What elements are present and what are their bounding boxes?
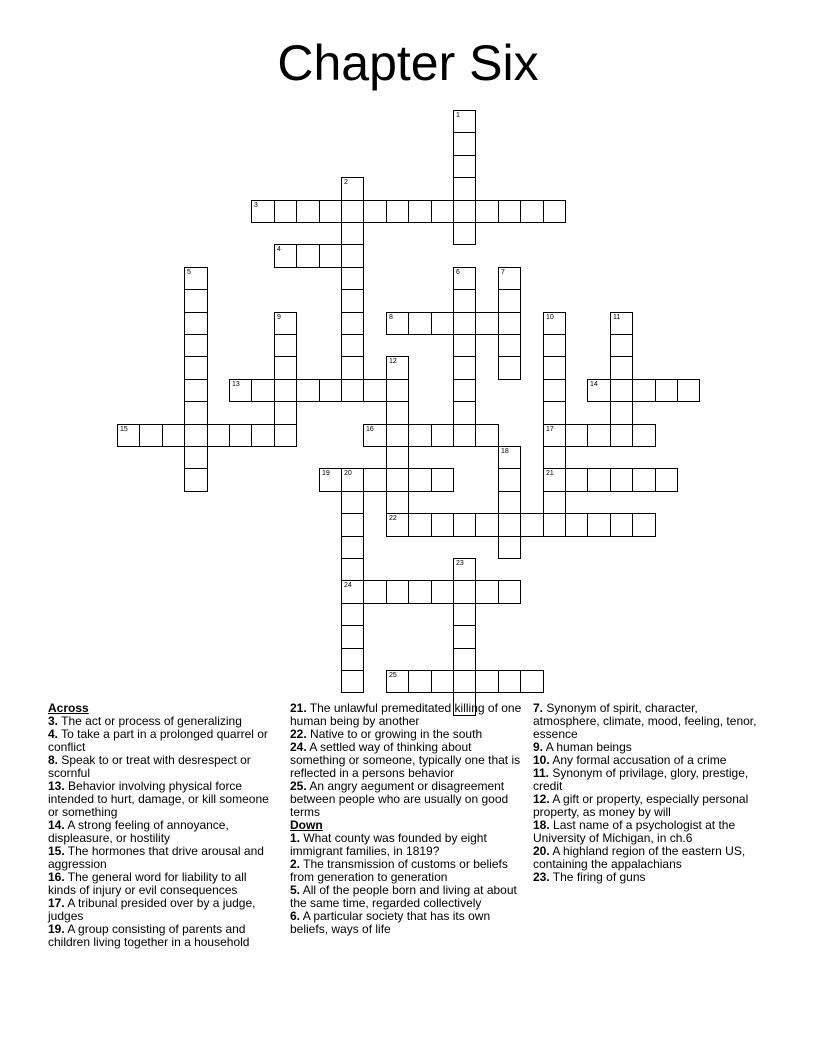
grid-cell[interactable]	[431, 670, 454, 693]
grid-cell[interactable]	[274, 356, 297, 380]
clue-number: 9	[277, 314, 281, 321]
grid-cell[interactable]	[655, 379, 678, 402]
grid-cell[interactable]	[274, 379, 297, 402]
clue-text: A highland region of the eastern US, containing the appalachians	[533, 844, 746, 871]
grid-cell[interactable]	[610, 401, 633, 425]
grid-cell[interactable]	[632, 513, 656, 537]
across-clue	[48, 845, 273, 871]
clue-text: To take a part in a prolonged quarrel or conflict	[48, 727, 268, 754]
grid-cell[interactable]	[498, 513, 521, 537]
clue-number: 14	[590, 381, 598, 388]
clue-number-label: 21.	[290, 701, 307, 715]
grid-cell[interactable]	[453, 312, 476, 335]
grid-cell[interactable]	[610, 356, 633, 380]
clue-text: Behavior involving physical force intended to hurt, damage, or kill someone or something	[48, 779, 269, 819]
grid-cell[interactable]	[431, 200, 454, 223]
grid-cell[interactable]	[341, 558, 364, 581]
grid-cell[interactable]	[386, 379, 409, 402]
grid-cell[interactable]	[498, 536, 521, 559]
clue-number: 23	[456, 560, 464, 567]
clue-number-label: 6.	[290, 909, 301, 923]
grid-cell[interactable]	[251, 200, 275, 223]
grid-cell[interactable]	[543, 334, 566, 357]
grid-cell[interactable]	[431, 580, 454, 604]
clues-column-3	[533, 702, 761, 884]
clue-number: 20	[344, 470, 352, 477]
grid-cell[interactable]	[453, 200, 476, 223]
grid-cell[interactable]	[543, 446, 566, 469]
clue-number-label: 11.	[533, 766, 550, 780]
grid-cell[interactable]	[632, 424, 656, 447]
grid-cell[interactable]	[341, 491, 364, 514]
grid-cell[interactable]	[341, 536, 364, 559]
grid-cell[interactable]	[296, 379, 320, 402]
clue-number-label: 8.	[48, 753, 59, 767]
grid-cell[interactable]	[184, 356, 208, 380]
grid-cell[interactable]	[498, 356, 521, 380]
grid-cell[interactable]	[565, 424, 588, 447]
across-clue	[290, 780, 522, 819]
grid-cell[interactable]	[184, 424, 208, 447]
grid-cell[interactable]	[386, 513, 409, 537]
grid-cell[interactable]	[498, 312, 521, 335]
grid-cell[interactable]	[453, 603, 476, 626]
clue-number-label: 10.	[533, 753, 550, 767]
grid-cell[interactable]	[386, 312, 409, 335]
down-clue-list-continued	[533, 702, 761, 884]
clue-number-label: 2.	[290, 857, 301, 871]
grid-cell[interactable]	[543, 513, 566, 537]
clue-number: 10	[546, 314, 554, 321]
down-clue	[533, 767, 761, 793]
grid-cell[interactable]	[296, 200, 320, 223]
clue-text: A particular society that has its own beliefs, ways of life	[290, 909, 491, 936]
clue-number: 2	[344, 179, 348, 186]
clue-number: 18	[501, 448, 509, 455]
grid-cell[interactable]	[386, 670, 409, 693]
grid-cell[interactable]	[274, 200, 297, 223]
grid-cell[interactable]	[453, 625, 476, 649]
grid-cell[interactable]	[408, 580, 432, 604]
clue-text: What county was founded by eight immigrant families, in 1819?	[290, 831, 487, 858]
grid-cell[interactable]	[498, 289, 521, 313]
clue-text: Synonym of spirit, character, atmosphere, climate, mood, feeling, tenor, essence	[533, 701, 757, 741]
grid-cell[interactable]	[184, 401, 208, 425]
grid-cell[interactable]	[610, 468, 633, 492]
grid-cell[interactable]	[341, 379, 364, 402]
across-clue	[290, 702, 522, 728]
grid-cell[interactable]	[453, 401, 476, 425]
grid-cell[interactable]	[319, 379, 342, 402]
clue-number-label: 5.	[290, 883, 301, 897]
grid-cell[interactable]	[632, 468, 656, 492]
grid-cell[interactable]	[543, 200, 566, 223]
across-clue	[48, 871, 273, 897]
grid-cell[interactable]	[408, 468, 432, 492]
grid-cell[interactable]	[453, 648, 476, 671]
grid-cell[interactable]	[475, 513, 499, 537]
grid-cell[interactable]	[274, 334, 297, 357]
grid-cell[interactable]	[363, 379, 387, 402]
clue-text: The general word for liability to all kinds of injury or evil consequences	[48, 870, 247, 897]
clue-text: Any formal accusation of a crime	[549, 753, 727, 767]
grid-cell[interactable]	[251, 424, 275, 447]
grid-cell[interactable]	[587, 513, 611, 537]
grid-cell[interactable]	[341, 177, 364, 201]
clue-number: 1	[456, 112, 460, 119]
grid-cell[interactable]	[453, 558, 476, 581]
down-clue	[533, 871, 761, 884]
grid-cell[interactable]	[543, 356, 566, 380]
across-clue-list	[48, 715, 273, 949]
grid-cell[interactable]	[386, 468, 409, 492]
clue-number-label: 12.	[533, 792, 550, 806]
clue-number-label: 16.	[48, 870, 65, 884]
grid-cell[interactable]	[453, 289, 476, 313]
across-clue	[48, 897, 273, 923]
grid-cell[interactable]	[610, 513, 633, 537]
clue-number: 24	[344, 582, 352, 589]
grid-cell[interactable]	[543, 312, 566, 335]
down-clue	[533, 845, 761, 871]
clues-column-1	[48, 702, 273, 949]
grid-cell[interactable]	[453, 424, 476, 447]
grid-cell[interactable]	[229, 424, 252, 447]
grid-cell[interactable]	[274, 424, 297, 447]
grid-cell[interactable]	[498, 580, 521, 604]
clue-number: 17	[546, 426, 554, 433]
grid-cell[interactable]	[229, 379, 252, 402]
across-clue	[48, 728, 273, 754]
grid-cell[interactable]	[498, 670, 521, 693]
grid-cell[interactable]	[184, 334, 208, 357]
grid-cell[interactable]	[139, 424, 163, 447]
clue-text: A tribunal presided over by a judge, judges	[48, 896, 256, 923]
clue-number: 8	[389, 314, 393, 321]
grid-cell[interactable]	[453, 580, 476, 604]
grid-cell[interactable]	[363, 468, 387, 492]
grid-cell[interactable]	[520, 513, 544, 537]
grid-cell[interactable]	[475, 670, 499, 693]
grid-cell[interactable]	[587, 379, 611, 402]
across-heading: Across	[48, 701, 89, 715]
grid-cell[interactable]	[341, 244, 364, 268]
grid-cell[interactable]	[363, 200, 387, 223]
clue-number-label: 1.	[290, 831, 301, 845]
grid-cell[interactable]	[610, 424, 633, 447]
grid-cell[interactable]	[498, 200, 521, 223]
grid-cell[interactable]	[341, 670, 364, 693]
grid-cell[interactable]	[453, 132, 476, 156]
clue-text: Speak to or treat with desrespect or scornful	[48, 753, 251, 780]
grid-cell[interactable]	[475, 424, 499, 447]
grid-cell[interactable]	[207, 424, 230, 447]
grid-cell[interactable]	[386, 401, 409, 425]
clue-number-label: 24.	[290, 740, 307, 754]
grid-cell[interactable]	[453, 267, 476, 290]
grid-cell[interactable]	[184, 267, 208, 290]
clue-text: A human beings	[543, 740, 632, 754]
grid-cell[interactable]	[319, 200, 342, 223]
clue-text: The hormones that drive arousal and aggression	[48, 844, 264, 871]
clue-number: 5	[187, 269, 191, 276]
grid-cell[interactable]	[498, 267, 521, 290]
clue-text: A settled way of thinking about something or someone, typically one that is reflected in a persons behavior	[290, 740, 521, 780]
clue-text: Synonym of privilage, glory, prestige, credit	[533, 766, 749, 793]
down-heading: Down	[290, 818, 323, 832]
clue-text: Native to or growing in the south	[306, 727, 483, 741]
grid-cell[interactable]	[341, 513, 364, 537]
grid-cell[interactable]	[341, 603, 364, 626]
across-clue	[48, 819, 273, 845]
grid-cell[interactable]	[498, 491, 521, 514]
clue-text: The unlawful premeditated killing of one human being by another	[290, 701, 522, 728]
grid-cell[interactable]	[274, 312, 297, 335]
clue-text: The transmission of customs or beliefs from generation to generation	[290, 857, 508, 884]
grid-cell[interactable]	[475, 200, 499, 223]
across-clue	[48, 923, 273, 949]
clue-number-label: 15.	[48, 844, 65, 858]
grid-cell[interactable]	[408, 312, 432, 335]
grid-cell[interactable]	[386, 200, 409, 223]
clue-number-label: 22.	[290, 727, 307, 741]
grid-cell[interactable]	[184, 468, 208, 492]
clue-number-label: 9.	[533, 740, 544, 754]
clue-number-label: 3.	[48, 714, 59, 728]
grid-cell[interactable]	[453, 334, 476, 357]
grid-cell[interactable]	[655, 468, 678, 492]
clue-number: 6	[456, 269, 460, 276]
clue-text: An angry aegument or disagreement between people who are usually on good terms	[290, 779, 509, 819]
grid-cell[interactable]	[341, 468, 364, 492]
down-clue-list	[290, 832, 522, 936]
grid-cell[interactable]	[498, 468, 521, 492]
down-clue	[533, 793, 761, 819]
clue-text: A strong feeling of annoyance, displeasure, or hostility	[48, 818, 229, 845]
across-clue	[290, 741, 522, 780]
grid-cell[interactable]	[117, 424, 140, 447]
grid-cell[interactable]	[453, 110, 476, 133]
grid-cell[interactable]	[184, 446, 208, 469]
grid-cell[interactable]	[363, 424, 387, 447]
clue-text: All of the people born and living at about the same time, regarded collectively	[290, 883, 517, 910]
grid-cell[interactable]	[475, 312, 499, 335]
clue-number-label: 20.	[533, 844, 550, 858]
grid-cell[interactable]	[386, 356, 409, 380]
grid-cell[interactable]	[520, 670, 544, 693]
grid-cell[interactable]	[274, 244, 297, 268]
clue-text: The act or process of generalizing	[58, 714, 242, 728]
clue-number-label: 25.	[290, 779, 307, 793]
grid-cell[interactable]	[453, 155, 476, 178]
grid-cell[interactable]	[162, 424, 185, 447]
grid-cell[interactable]	[543, 401, 566, 425]
grid-cell[interactable]	[543, 468, 566, 492]
grid-cell[interactable]	[565, 513, 588, 537]
grid-cell[interactable]	[587, 468, 611, 492]
grid-cell[interactable]	[565, 468, 588, 492]
grid-cell[interactable]	[386, 580, 409, 604]
grid-cell[interactable]	[610, 334, 633, 357]
grid-cell[interactable]	[453, 356, 476, 380]
clue-number: 4	[277, 246, 281, 253]
grid-cell[interactable]	[386, 446, 409, 469]
down-clue	[290, 910, 522, 936]
across-clue-list-continued	[290, 702, 522, 819]
grid-cell[interactable]	[341, 200, 364, 223]
grid-cell[interactable]	[453, 379, 476, 402]
grid-cell[interactable]	[296, 244, 320, 268]
down-clue	[290, 858, 522, 884]
grid-cell[interactable]	[431, 424, 454, 447]
clue-number: 22	[389, 515, 397, 522]
clue-number: 7	[501, 269, 505, 276]
grid-cell[interactable]	[341, 334, 364, 357]
grid-cell[interactable]	[520, 200, 544, 223]
grid-cell[interactable]	[475, 580, 499, 604]
clue-number: 3	[254, 202, 258, 209]
grid-cell[interactable]	[341, 267, 364, 290]
grid-cell[interactable]	[498, 334, 521, 357]
grid-cell[interactable]	[319, 244, 342, 268]
clue-number-label: 13.	[48, 779, 65, 793]
clue-number: 13	[232, 381, 240, 388]
down-clue	[533, 819, 761, 845]
clue-number-label: 18.	[533, 818, 550, 832]
clue-text: A group consisting of parents and children living together in a household	[48, 922, 250, 949]
grid-cell[interactable]	[341, 580, 364, 604]
grid-cell[interactable]	[341, 625, 364, 649]
clue-number: 19	[322, 470, 330, 477]
clue-number: 21	[546, 470, 554, 477]
grid-cell[interactable]	[453, 513, 476, 537]
clue-number: 11	[613, 314, 621, 321]
grid-cell[interactable]	[386, 491, 409, 514]
clue-text: The firing of guns	[549, 870, 646, 884]
grid-cell[interactable]	[274, 401, 297, 425]
grid-cell[interactable]	[184, 289, 208, 313]
grid-cell[interactable]	[184, 312, 208, 335]
clue-number-label: 17.	[48, 896, 65, 910]
grid-cell[interactable]	[453, 222, 476, 245]
grid-cell[interactable]	[431, 468, 454, 492]
grid-cell[interactable]	[498, 446, 521, 469]
grid-cell[interactable]	[341, 648, 364, 671]
grid-cell[interactable]	[341, 289, 364, 313]
grid-cell[interactable]	[677, 379, 700, 402]
across-clue	[48, 754, 273, 780]
clue-number: 16	[366, 426, 374, 433]
grid-cell[interactable]	[363, 580, 387, 604]
grid-cell[interactable]	[408, 200, 432, 223]
grid-cell[interactable]	[543, 491, 566, 514]
clues-column-2	[290, 702, 522, 936]
grid-cell[interactable]	[408, 513, 432, 537]
grid-cell[interactable]	[341, 312, 364, 335]
clue-number-label: 7.	[533, 701, 544, 715]
clue-number: 12	[389, 358, 397, 365]
grid-cell[interactable]	[408, 424, 432, 447]
grid-cell[interactable]	[431, 312, 454, 335]
grid-cell[interactable]	[543, 379, 566, 402]
grid-cell[interactable]	[184, 379, 208, 402]
clue-number: 15	[120, 426, 128, 433]
clue-number: 25	[389, 672, 397, 679]
grid-cell[interactable]	[587, 424, 611, 447]
grid-cell[interactable]	[610, 379, 633, 402]
grid-cell[interactable]	[632, 379, 656, 402]
clue-number-label: 4.	[48, 727, 59, 741]
clue-number-label: 19.	[48, 922, 65, 936]
down-clue	[290, 832, 522, 858]
grid-cell[interactable]	[543, 424, 566, 447]
down-clue	[290, 884, 522, 910]
grid-cell[interactable]	[341, 356, 364, 380]
grid-cell[interactable]	[431, 513, 454, 537]
clue-number-label: 14.	[48, 818, 65, 832]
down-clue	[533, 702, 761, 741]
page-title: Chapter Six	[277, 35, 539, 91]
grid-cell[interactable]	[408, 670, 432, 693]
clue-number-label: 23.	[533, 870, 550, 884]
grid-cell[interactable]	[453, 670, 476, 693]
grid-cell[interactable]	[251, 379, 275, 402]
grid-cell[interactable]	[341, 222, 364, 245]
clue-text: A gift or property, especially personal property, as money by will	[533, 792, 749, 819]
grid-cell[interactable]	[610, 312, 633, 335]
grid-cell[interactable]	[319, 468, 342, 492]
clue-text: Last name of a psychologist at the University of Michigan, in ch.6	[533, 818, 736, 845]
grid-cell[interactable]	[453, 177, 476, 201]
across-clue	[48, 780, 273, 819]
grid-cell[interactable]	[386, 424, 409, 447]
